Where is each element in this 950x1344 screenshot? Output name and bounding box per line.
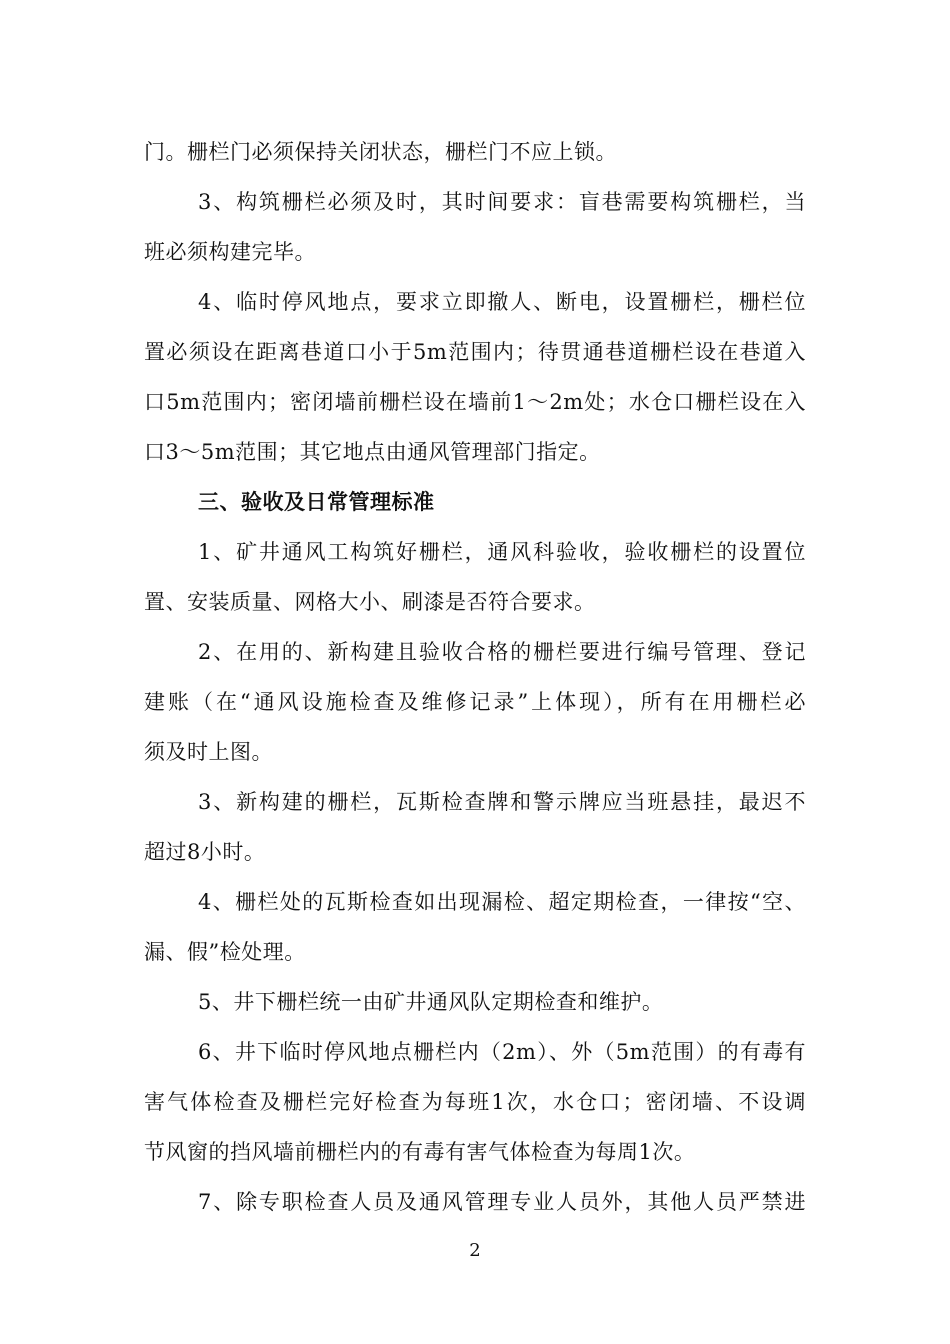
- paragraph-line: 3、新构建的栅栏，瓦斯检查牌和警示牌应当班悬挂，最迟不: [198, 790, 806, 814]
- paragraph-line: 7、除专职检查人员及通风管理专业人员外，其他人员严禁进: [198, 1190, 806, 1214]
- paragraph-line: 须及时上图。: [144, 740, 273, 764]
- paragraph-line: 2、在用的、新构建且验收合格的栅栏要进行编号管理、登记: [198, 640, 806, 664]
- document-body: [144, 127, 806, 1227]
- paragraph-line: 3、构筑栅栏必须及时，其时间要求：盲巷需要构筑栅栏，当: [198, 190, 806, 214]
- paragraph-line: 置、安装质量、网格大小、刷漆是否符合要求。: [144, 590, 596, 614]
- paragraph-line: 班必须构建完毕。: [144, 240, 316, 264]
- paragraph-line: 超过8小时。: [144, 840, 266, 864]
- page-number: 2: [469, 1240, 481, 1261]
- section-heading: 三、验收及日常管理标准: [198, 489, 435, 514]
- paragraph-line: 1、矿井通风工构筑好栅栏，通风科验收，验收栅栏的设置位: [198, 540, 806, 564]
- paragraph-line: 6、井下临时停风地点栅栏内（2m）、外（5m范围）的有毒有: [198, 1040, 806, 1064]
- paragraph-line: 漏、假”检处理。: [144, 940, 306, 964]
- paragraph-line: 口3～5m范围；其它地点由通风管理部门指定。: [144, 440, 601, 464]
- paragraph-line: 置必须设在距离巷道口小于5m范围内；待贯通巷道栅栏设在巷道入: [144, 340, 806, 364]
- paragraph-line: 节风窗的挡风墙前栅栏内的有毒有害气体检查为每周1次。: [144, 1140, 696, 1164]
- paragraph-line: 5、井下栅栏统一由矿井通风队定期检查和维护。: [198, 990, 664, 1014]
- paragraph-line: 害气体检查及栅栏完好检查为每班1次，水仓口；密闭墙、不设调: [144, 1090, 806, 1114]
- paragraph-line: 4、临时停风地点，要求立即撤人、断电，设置栅栏，栅栏位: [198, 290, 806, 314]
- paragraph-line: 口5m范围内；密闭墙前栅栏设在墙前1～2m处；水仓口栅栏设在入: [144, 390, 806, 414]
- paragraph-line: 门。栅栏门必须保持关闭状态，栅栏门不应上锁。: [144, 140, 617, 164]
- paragraph-line: 建账（在“通风设施检查及维修记录”上体现），所有在用栅栏必: [144, 690, 806, 714]
- paragraph-line: 4、栅栏处的瓦斯检查如出现漏检、超定期检查，一律按“空、: [198, 890, 806, 914]
